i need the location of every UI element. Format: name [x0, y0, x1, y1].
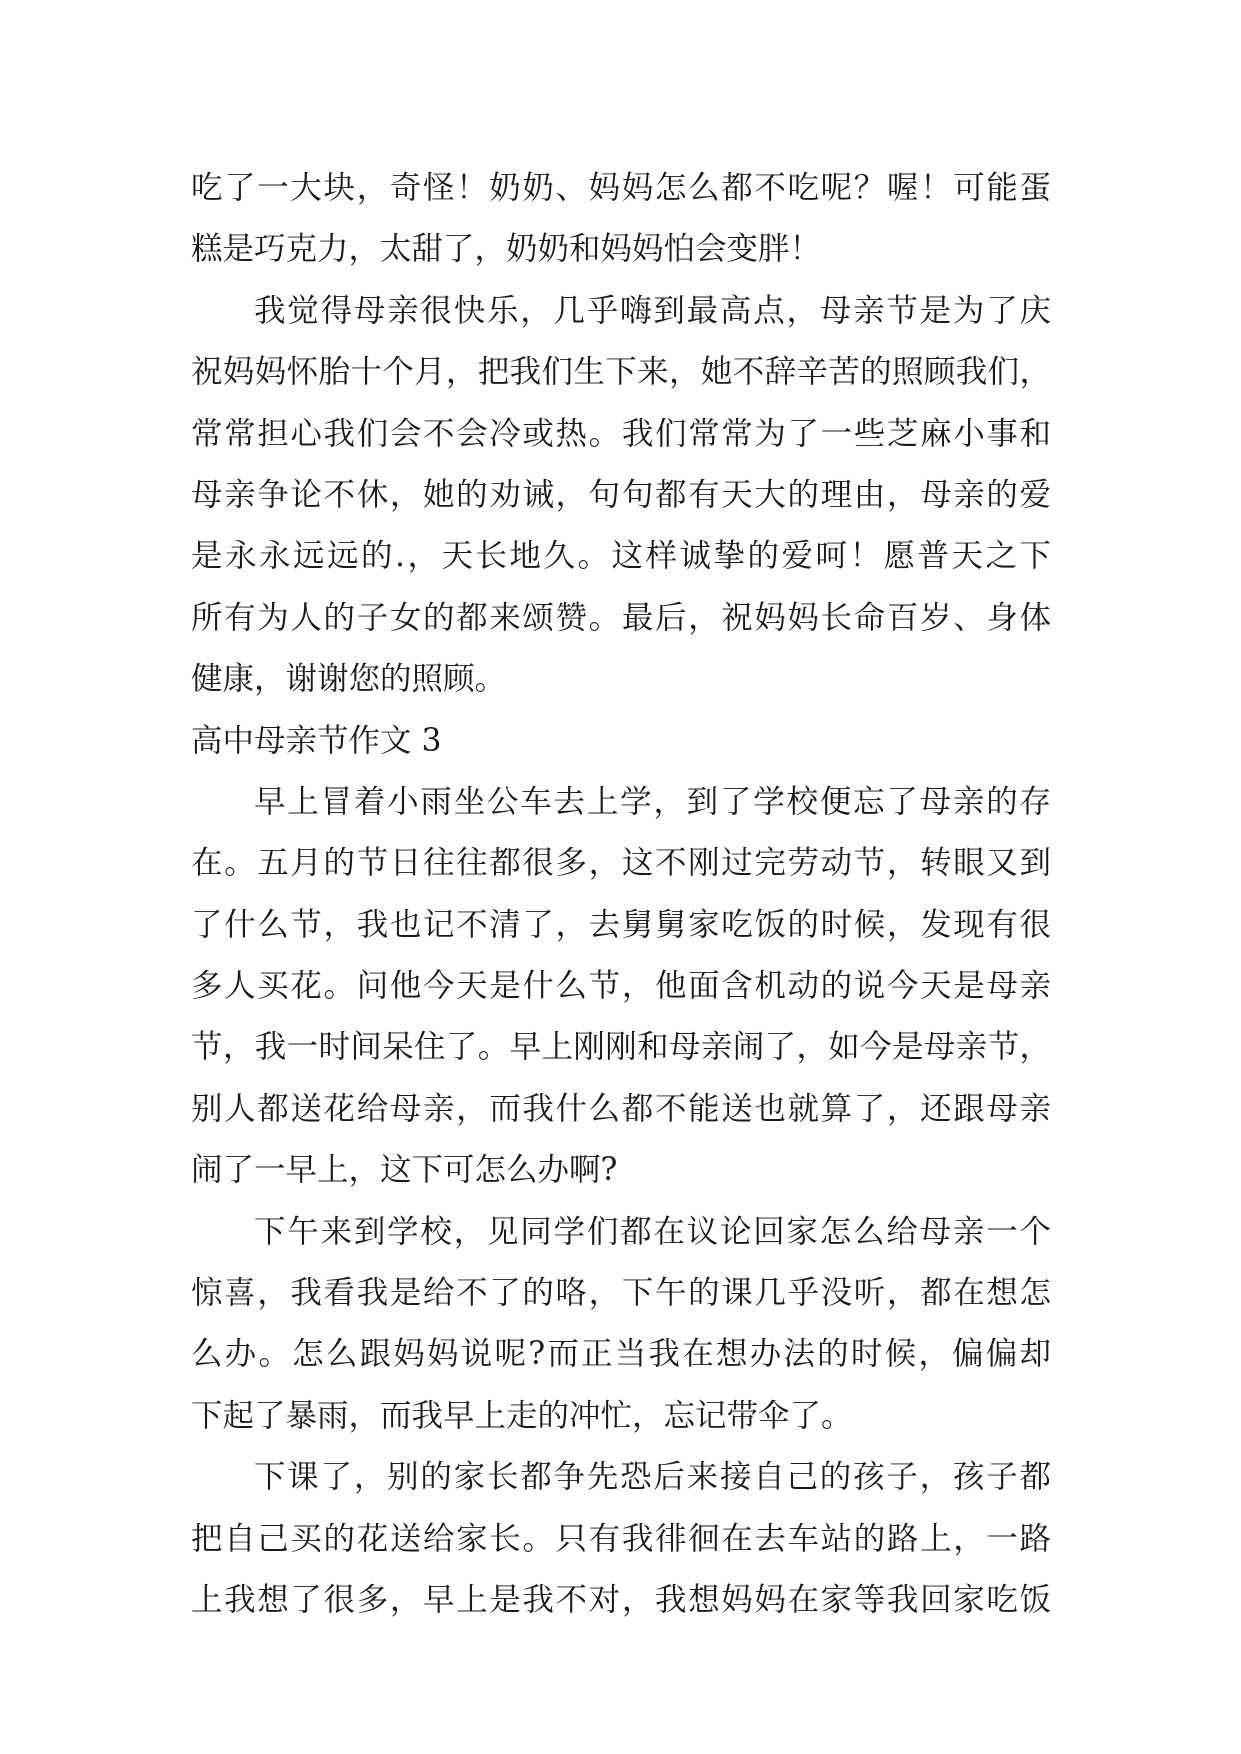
paragraph: [191, 772, 1051, 1202]
text-line: 么办。怎么跟妈妈说呢?而正当我在想办法的时候，偏偏却: [191, 1336, 1051, 1373]
paragraph: [191, 1202, 1051, 1448]
paragraph: [191, 281, 1051, 711]
text-line: 祝妈妈怀胎十个月，把我们生下来，她不辞辛苦的照顾我们，: [191, 354, 1051, 391]
text-line: 常常担心我们会不会冷或热。我们常常为了一些芝麻小事和: [191, 415, 1051, 452]
text-line: 母亲争论不休，她的劝诫，句句都有天大的理由，母亲的爱: [191, 476, 1051, 513]
paragraph: [191, 1447, 1051, 1631]
text-line: 下起了暴雨，而我早上走的冲忙，忘记带伞了。: [191, 1397, 853, 1434]
text-line: 闹了一早上，这下可怎么办啊?: [191, 1152, 618, 1189]
document-body: [191, 158, 1051, 1631]
text-line: 节，我一时间呆住了。早上刚刚和母亲闹了，如今是母亲节，: [191, 1029, 1051, 1066]
text-line: 下午来到学校，见同学们都在议论回家怎么给母亲一个: [254, 1213, 1051, 1250]
text-line: 把自己买的花送给家长。只有我徘徊在去车站的路上，一路: [191, 1520, 1051, 1557]
text-line: 吃了一大块，奇怪！奶奶、妈妈怎么都不吃呢？喔！可能蛋: [191, 170, 1051, 206]
text-line: 健康，谢谢您的照顾。: [191, 661, 507, 698]
text-line: 在。五月的节日往往都很多，这不刚过完劳动节，转眼又到: [191, 845, 1051, 882]
text-line: 所有为人的子女的都来颂赞。最后，祝妈妈长命百岁、身体: [191, 599, 1051, 636]
text-line: 惊喜，我看我是给不了的咯，下午的课几乎没听，都在想怎: [191, 1275, 1051, 1312]
text-line: 上我想了很多，早上是我不对，我想妈妈在家等我回家吃饭: [191, 1581, 1051, 1618]
text-line: 了什么节，我也记不清了，去舅舅家吃饭的时候，发现有很: [191, 906, 1051, 943]
text-line: 别人都送花给母亲，而我什么都不能送也就算了，还跟母亲: [191, 1090, 1051, 1127]
text-line: 是永永远远的.，天长地久。这样诚挚的爱呵！愿普天之下: [191, 538, 1051, 575]
text-line: 早上冒着小雨坐公车去上学，到了学校便忘了母亲的存: [254, 783, 1051, 820]
text-line: 下课了，别的家长都争先恐后来接自己的孩子，孩子都: [254, 1459, 1051, 1496]
text-line: 多人买花。问他今天是什么节，他面含机动的说今天是母亲: [191, 968, 1051, 1005]
paragraph: [191, 158, 1051, 281]
section-heading: 高中母亲节作文 3: [191, 722, 442, 759]
text-line: 糕是巧克力，太甜了，奶奶和妈妈怕会变胖！: [191, 231, 822, 268]
text-line: 我觉得母亲很快乐，几乎嗨到最高点，母亲节是为了庆: [254, 292, 1051, 329]
